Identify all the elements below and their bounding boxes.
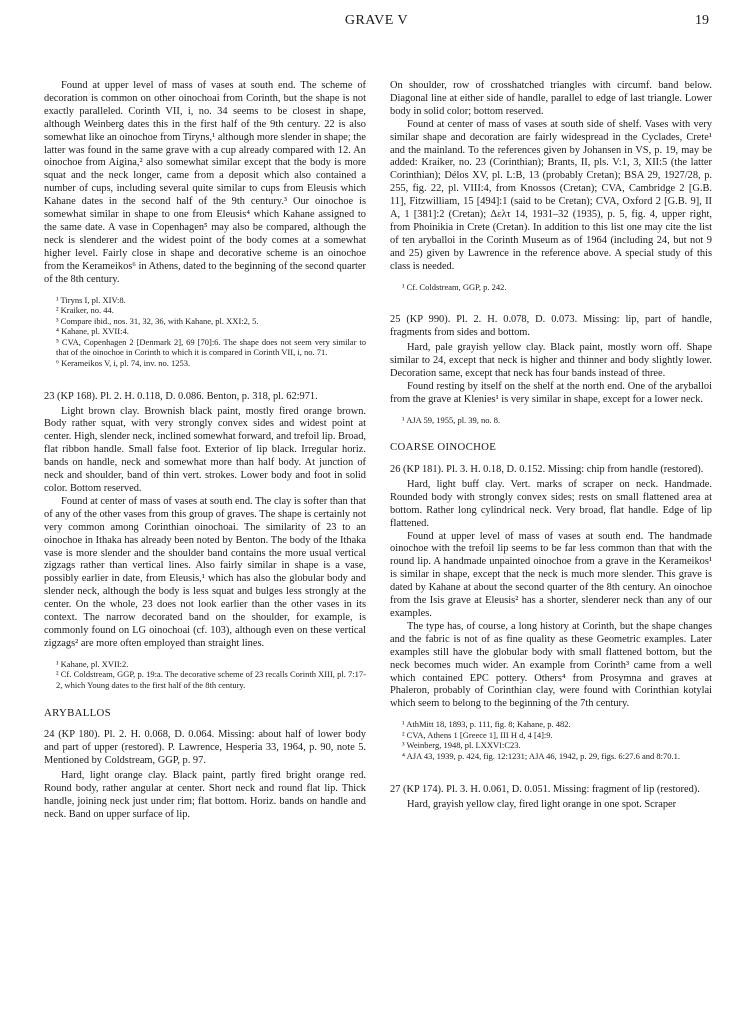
footnote: ¹ Cf. Coldstream, GGP, p. 242. <box>402 281 507 292</box>
entry-23-description: Light brown clay. Brownish black paint, mostly fired orange brown. Body rather squat, with very strongly convex sides and widest point at center. High, slender neck, inclined somewhat forward, and trefoil lip. Broad, flat ribbon handle. Small false foot. Exterior of lip black. Irregular horiz. bands on handle, neck and somewhat more than half body. At junction of neck and shoulder, band of thin vert. strokes. Lower body and foot in solid color. Bottom reserved. <box>44 405 367 494</box>
page-header <box>44 13 709 37</box>
running-title: GRAVE V <box>344 13 409 28</box>
footnote: ² Cf. Coldstream, GGP, p. 19:a. The decorative scheme of 23 recalls Corinth XIII, pl. 7:17-2, which Young dates to the first half of the 8th century. <box>56 669 366 690</box>
paragraph-22-discussion: Found at upper level of mass of vases at south end. The scheme of decoration is common on other oinochoai from Corinth, but the shape is not exactly paralleled. Corinth VII, i, no. 34 seems to be closest in shape, although Weinberg dates this in the first half of the 9th century. 22 is also somewhat like an oinochoe from Tiryns,¹ although more slender in shape; the latter was found in the same grave with a cup already compared with 12. An oinochoe from Aigina,² also somewhat similar except that the body is more squat and the neck longer, came from a deposit which also contained a number of cups, including several quite similar to cups from Eleusis which Kahane dates in the second half of the 9th century.³ Our oinochoe is somewhat similar in shape to one from Eleusis⁴ which Kahane assigned to the same date. A vase in Copenhagen⁵ may also be compared, although the neck is slenderer and the widest point of the body comes at a somewhat higher level. Fairly close in shape and decorative scheme is an oinochoe from the Kerameikos⁶ in Athens, dated to the beginning of the second quarter of the 8th century. <box>44 80 366 285</box>
footnote: ⁶ Kerameikos V, i, pl. 74, inv. no. 1253. <box>56 358 191 369</box>
footnote: ⁴ AJA 43, 1939, p. 424, fig. 12:1231; AJA 46, 1942, p. 29, figs. 6:27.6 and 8:70.1. <box>402 751 681 762</box>
entry-25-description: Hard, pale grayish yellow clay. Black paint, mostly worn off. Shape similar to 24, except that neck is higher and thinner and body slightly lower. Decoration same, except that neck has four bands instead of three. <box>390 342 712 379</box>
entry-25-discussion: Found resting by itself on the shelf at the north end. One of the aryballoi from the grave at Klenies¹ is very similar in shape, except for a lower neck. <box>390 380 712 405</box>
footnote: ³ Weinberg, 1948, pl. LXXVI:C23. <box>402 740 521 751</box>
footnote: ⁴ Kahane, pl. XVII:4. <box>56 326 129 337</box>
entry-23-discussion: Found at center of mass of vases at south end. The clay is softer than that of any of the other vases from this group of graves. The shape is certainly not very common among Corinthian oinochoai. The similarity of 23 to an oinochoe in Ithaka has already been noted by Benton. The body of the Ithaka vase is more slender and the shoulder band contains the more usual vertical zigzags rather than vertical lines. Also fairly similar in shape is a vase, possibly earlier in date, from Eleusis,¹ which has also the globular body and slender neck, although the body is less squat and bulges less strongly at the center. On the whole, 23 does not look earlier than the other vases in its context. The narrow decorated band on the shoulder, for example, is commonly found on LG oinochoai (cf. 103), although even on these vertical zigzags² are more often employed than straight lines. <box>44 495 366 649</box>
entry-24-discussion: Found at center of mass of vases at south side of shelf. Vases with very similar shape and decoration are fairly widespread in the Cyclades, Crete¹ and the mainland. To the references given by Johansen in VS, p. 19, may be added: Kraiker, no. 23 (Corinthian); Brants, II, pls. V:1, 3, XII:5 (the latter Corinthian); Délos XV, pl. L:B, 13 (probably Cretan); BSA 29, 1927/28, p. 255, fig. 22, pl. VIII:4, from Knossos (Cretan); CVA, Cambridge 2 [G.B. 11], Fitzwilliam, 15 [494]:1 (said to be Cretan); CVA, Oxford 2 [G.B. 9], II A, 1 [381]:2 (Cretan); Δελτ 14, 1931–32 (1935), p. 5, fig. 4, upper right, from Phoinikia in Crete (Cretan). In addition to this list one may cite the list of ten aryballoi in the Corinth Museum as of 1964 (including 24, but not 9 and 25) given by Lawrence in the reference above. A special study of this class is needed. <box>390 118 712 272</box>
entry-25-heading: 25 (KP 990). Pl. 2. H. 0.078, D. 0.073. Missing: lip, part of handle, fragments from sides and bottom. <box>390 314 712 339</box>
entry-26-heading: 26 (KP 181). Pl. 3. H. 0.18, D. 0.152. Missing: chip from handle (restored). <box>390 464 704 476</box>
footnotes-23 <box>44 659 366 691</box>
section-heading-coarse-oinochoe: COARSE OINOCHOE <box>390 441 497 454</box>
entry-24-description-continued: On shoulder, row of crosshatched triangles with circumf. band below. Diagonal line at either side of handle, parallel to edge of last triangle. Lower body in solid color; bottom reserved. <box>390 80 712 117</box>
entry-24-description: Hard, light orange clay. Black paint, partly fired bright orange red. Round body, rather angular at center. Short neck and round flat lip. Thick handle, joining neck just under rim; flat bottom. Horiz. bands on handle and neck. Band on upper surface of lip. <box>44 770 366 820</box>
left-column <box>44 80 366 822</box>
footnote: ¹ AJA 59, 1955, pl. 39, no. 8. <box>402 414 501 425</box>
page-number: 19 <box>695 13 709 28</box>
entry-27-heading: 27 (KP 174). Pl. 3. H. 0.061, D. 0.051. Missing: fragment of lip (restored). <box>390 783 700 795</box>
footnote: ¹ Kahane, pl. XVII:2. <box>56 658 129 669</box>
entry-26-discussion: Found at upper level of mass of vases at south end. The handmade oinochoe with the trefoil lip seems to be far less common than that with the round lip. A handmade unpainted oinochoe from a grave in the Kerameikos¹ is similar in shape, except that the neck is much more slender. This grave is dated by Kahane at about the second quarter of the 8th century. An oinochoe from the Isis grave at Eleusis² has a shorter, slenderer neck than any of our examples. <box>390 530 712 619</box>
section-heading-aryballos: ARYBALLOS <box>44 706 111 719</box>
entry-26-description: Hard, light buff clay. Vert. marks of scraper on neck. Handmade. Rounded body with strongly convex sides; rests on small flattened area at bottom. Rather long cylindrical neck. Very broad, flat handle. Edge of lip flattened. <box>390 478 712 529</box>
footnote: ¹ Tiryns I, pl. XIV:8. <box>56 294 126 305</box>
footnote: ² Kraiker, no. 44. <box>56 305 114 316</box>
entry-27-description: Hard, grayish yellow clay, fired light orange in one spot. Scraper <box>407 798 677 810</box>
footnotes-22 <box>44 295 366 369</box>
footnotes-25 <box>390 415 712 426</box>
footnotes-26 <box>390 719 712 761</box>
right-column <box>390 80 712 811</box>
entry-26-discussion-continued: The type has, of course, a long history at Corinth, but the shape changes and the fabric is not of as fine quality as these Geometric examples. Later examples still have the globular body with small flattened bottom, but the neck becomes much wider. An example from Corinth³ came from a well which contained EPC pottery. Others⁴ from Prosymna and graves at Phaleron, probably of Corinthian clay, were found with Corinthian kotylai which seem to belong to the beginning of the 7th century. <box>390 620 712 710</box>
footnotes-24 <box>390 282 712 293</box>
footnote: ² CVA, Athens 1 [Greece 1], III H d, 4 [4]:9. <box>402 729 553 740</box>
entry-24-heading: 24 (KP 180). Pl. 2. H. 0.068, D. 0.064. Missing: about half of lower body and part of upper (restored). P. Lawrence, Hesperia 33, 1964, p. 90, note 5. Mentioned by Coldstream, GGP, p. 97. <box>44 729 366 767</box>
entry-23-heading: 23 (KP 168). Pl. 2. H. 0.118, D. 0.086. Benton, p. 318, pl. 62:971. <box>44 390 318 402</box>
footnote: ⁵ CVA, Copenhagen 2 [Denmark 2], 69 [70]:6. The shape does not seem very similar to that of the oinochoe in Corinth to which it is compared in Corinth VII, i, no. 71. <box>56 336 366 358</box>
footnote: ¹ AthMitt 18, 1893, p. 111, fig. 8; Kahane, p. 482. <box>402 719 571 730</box>
footnote: ³ Compare ibid., nos. 31, 32, 36, with Kahane, pl. XXI:2, 5. <box>56 315 259 326</box>
